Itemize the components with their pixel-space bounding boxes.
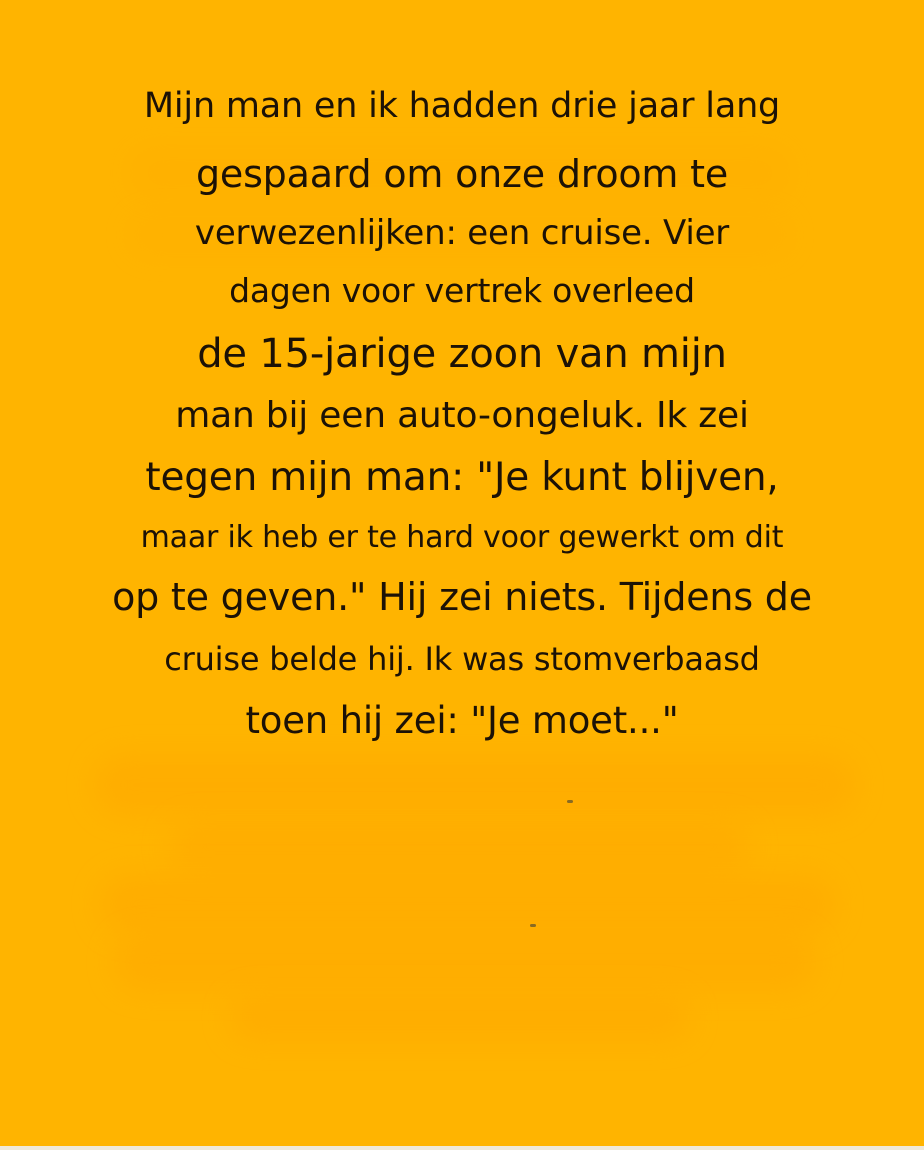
story-line: gespaard om onze droom te [195,152,728,196]
story-line: op te geven." Hij zei niets. Tijdens de [112,575,812,619]
story-line: maar ik heb er te hard voor gewerkt om dit [140,520,784,555]
blurred-text-smudge [100,875,835,933]
story-line: dagen voor vertrek overleed [229,271,695,310]
story-text [0,82,924,752]
blurred-text-smudge [170,822,750,872]
blurred-text-smudge [230,995,690,1040]
blurred-text-smudge [115,935,815,990]
story-line: de 15-jarige zoon van mijn [197,331,727,377]
story-line: tegen mijn man: "Je kunt blijven, [145,455,779,500]
dust-speck [567,800,573,803]
story-line: toen hij zei: "Je moet..." [245,699,679,742]
story-line: man bij een auto-ongeluk. Ik zei [175,395,749,436]
blurred-text-smudge [95,755,855,815]
story-line: Mijn man en ik hadden drie jaar lang [143,86,781,126]
story-line: verwezenlijken: een cruise. Vier [194,213,730,253]
bottom-edge [0,1146,924,1150]
story-line: cruise belde hij. Ik was stomverbaasd [164,640,760,678]
dust-speck [530,924,536,927]
